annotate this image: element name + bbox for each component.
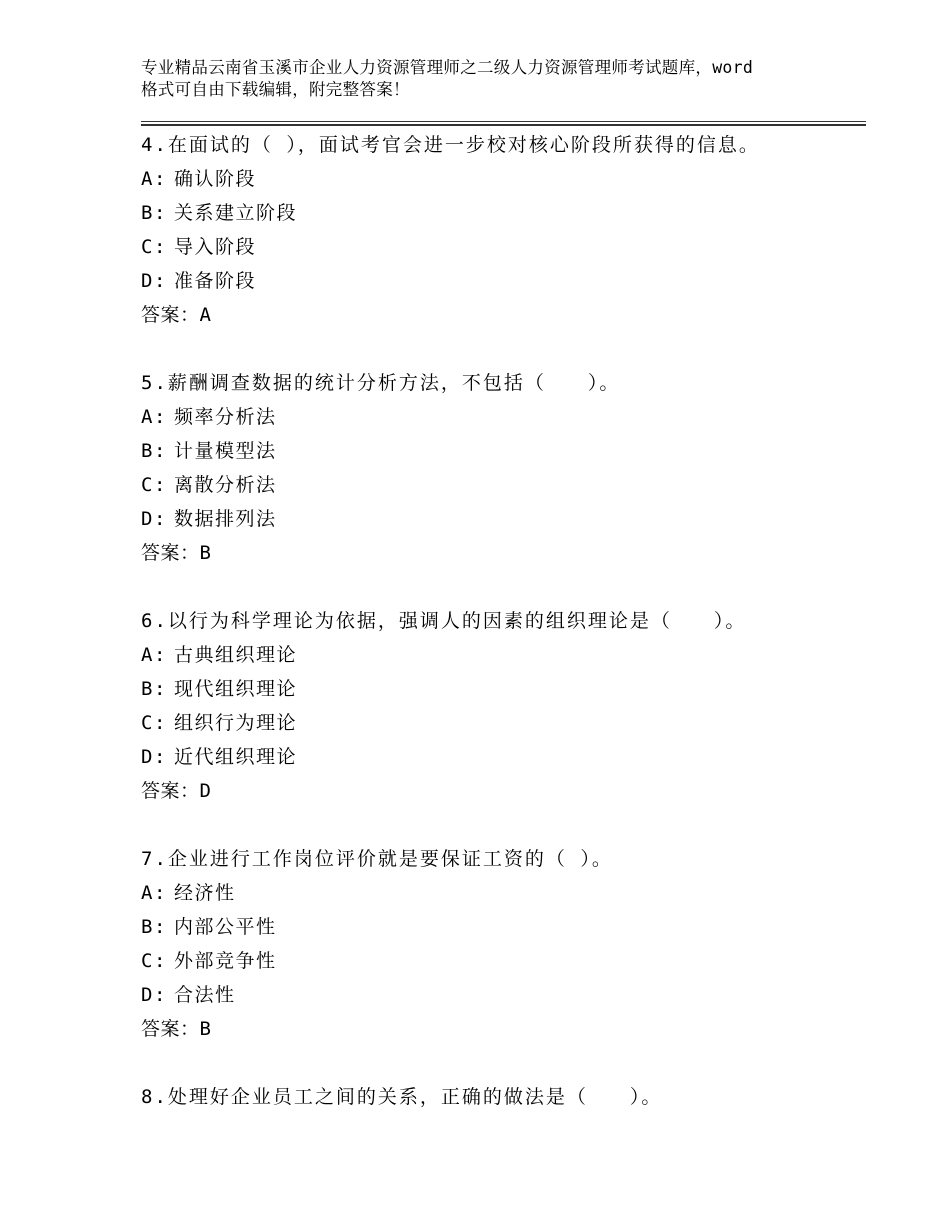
question-5 bbox=[141, 366, 861, 570]
question-stem: 5.薪酬调查数据的统计分析方法，不包括（ ）。 bbox=[141, 372, 621, 394]
option-letter: B: bbox=[141, 440, 167, 462]
answer-value: D bbox=[199, 780, 212, 802]
option-b bbox=[141, 672, 861, 706]
option-letter: C: bbox=[141, 474, 167, 496]
option-text: 计量模型法 bbox=[174, 440, 277, 462]
question-list bbox=[141, 128, 861, 1114]
option-letter: D: bbox=[141, 746, 167, 768]
option-text: 数据排列法 bbox=[174, 508, 277, 530]
option-text: 离散分析法 bbox=[174, 474, 277, 496]
option-text: 内部公平性 bbox=[174, 916, 277, 938]
option-c bbox=[141, 706, 861, 740]
option-text: 近代组织理论 bbox=[174, 746, 298, 768]
question-stem: 8.处理好企业员工之间的关系，正确的做法是（ ）。 bbox=[141, 1086, 663, 1108]
option-letter: C: bbox=[141, 950, 167, 972]
option-letter: B: bbox=[141, 678, 167, 700]
option-b bbox=[141, 434, 861, 468]
option-text: 确认阶段 bbox=[174, 168, 257, 190]
question-stem: 4.在面试的（ ），面试考官会进一步校对核心阶段所获得的信息。 bbox=[141, 134, 760, 156]
option-letter: D: bbox=[141, 270, 167, 292]
document-header bbox=[141, 57, 841, 101]
option-letter: A: bbox=[141, 168, 167, 190]
question-7 bbox=[141, 842, 861, 1046]
option-a bbox=[141, 638, 861, 672]
option-d bbox=[141, 264, 861, 298]
option-d bbox=[141, 502, 861, 536]
option-b bbox=[141, 196, 861, 230]
option-text: 外部竞争性 bbox=[174, 950, 277, 972]
option-letter: A: bbox=[141, 882, 167, 904]
option-letter: D: bbox=[141, 984, 167, 1006]
option-text: 组织行为理论 bbox=[174, 712, 298, 734]
answer-line bbox=[141, 774, 861, 808]
question-4 bbox=[141, 128, 861, 332]
answer-line bbox=[141, 298, 861, 332]
question-6 bbox=[141, 604, 861, 808]
header-line-2: 格式可自由下载编辑，附完整答案！ bbox=[141, 80, 410, 99]
option-c bbox=[141, 468, 861, 502]
answer-label: 答案： bbox=[141, 304, 200, 326]
option-c bbox=[141, 944, 861, 978]
option-text: 古典组织理论 bbox=[174, 644, 298, 666]
option-text: 经济性 bbox=[174, 882, 236, 904]
option-letter: B: bbox=[141, 916, 167, 938]
option-letter: D: bbox=[141, 508, 167, 530]
answer-label: 答案： bbox=[141, 1018, 200, 1040]
option-text: 现代组织理论 bbox=[174, 678, 298, 700]
option-text: 导入阶段 bbox=[174, 236, 257, 258]
option-letter: A: bbox=[141, 644, 167, 666]
option-d bbox=[141, 978, 861, 1012]
option-text: 合法性 bbox=[174, 984, 236, 1006]
option-d bbox=[141, 740, 861, 774]
answer-value: B bbox=[199, 542, 212, 564]
option-text: 准备阶段 bbox=[174, 270, 257, 292]
option-b bbox=[141, 910, 861, 944]
answer-line bbox=[141, 536, 861, 570]
header-divider-thick bbox=[141, 124, 866, 126]
option-a bbox=[141, 162, 861, 196]
answer-line bbox=[141, 1012, 861, 1046]
question-stem: 7.企业进行工作岗位评价就是要保证工资的（ ）。 bbox=[141, 848, 613, 870]
question-stem: 6.以行为科学理论为依据，强调人的因素的组织理论是（ ）。 bbox=[141, 610, 747, 632]
option-a bbox=[141, 400, 861, 434]
header-divider-thin bbox=[141, 121, 866, 122]
option-letter: C: bbox=[141, 236, 167, 258]
question-8 bbox=[141, 1080, 861, 1114]
answer-value: A bbox=[199, 304, 212, 326]
answer-value: B bbox=[199, 1018, 212, 1040]
option-text: 频率分析法 bbox=[174, 406, 277, 428]
header-line-1: 专业精品云南省玉溪市企业人力资源管理师之二级人力资源管理师考试题库，word bbox=[141, 58, 754, 77]
option-a bbox=[141, 876, 861, 910]
option-c bbox=[141, 230, 861, 264]
option-letter: A: bbox=[141, 406, 167, 428]
option-letter: B: bbox=[141, 202, 167, 224]
answer-label: 答案： bbox=[141, 542, 200, 564]
answer-label: 答案： bbox=[141, 780, 200, 802]
option-text: 关系建立阶段 bbox=[174, 202, 298, 224]
option-letter: C: bbox=[141, 712, 167, 734]
